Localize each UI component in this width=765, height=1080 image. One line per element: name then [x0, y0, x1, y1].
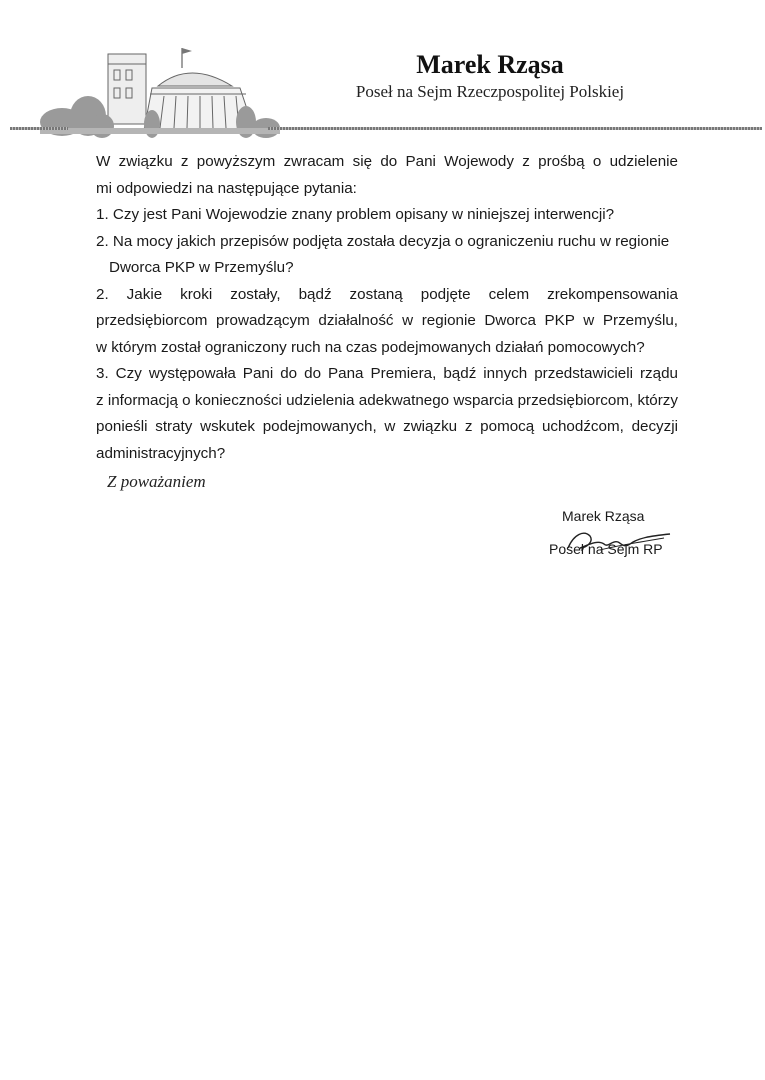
- signature-name: Marek Rząsa: [562, 508, 645, 524]
- question-item: 2. Na mocy jakich przepisów podjęta została decyzja o ograniczeniu ruchu w regionie: [96, 232, 670, 250]
- letter-body: [96, 149, 678, 467]
- question-continuation: w którym został ograniczony ruch na czas podejmowanych działań pomocowych?: [96, 338, 645, 356]
- question-continuation: z informacją o konieczności udzielenia adekwatnego wsparcia przedsiębiorcom, którzy: [96, 391, 678, 409]
- question-item: 3. Czy występowała Pani do do Pana Premiera, bądź innych przedstawicieli rządu: [96, 365, 678, 382]
- question-continuation: administracyjnych?: [96, 444, 226, 462]
- question-continuation: ponieśli straty wskutek podejmowanych, w związku z pomocą uchodźcom, decyzji: [96, 418, 678, 435]
- letterhead-rule-right: [268, 127, 762, 130]
- sejm-building-emblem: [40, 42, 280, 142]
- question-continuation: Dworca PKP w Przemyślu?: [109, 259, 294, 276]
- closing-salutation: Z poważaniem: [107, 472, 206, 491]
- letterhead-rule-left: [10, 127, 68, 130]
- question-item: 2. Jakie kroki zostały, bądź zostaną podjęte celem zrekompensowania: [96, 285, 678, 303]
- letterhead-name: Marek Rząsa: [416, 50, 564, 79]
- body-line: W związku z powyższym zwracam się do Pani Wojewody z prośbą o udzielenie: [96, 153, 678, 170]
- letterhead-title: Poseł na Sejm Rzeczpospolitej Polskiej: [355, 82, 625, 101]
- signature-role: Poseł na Sejm RP: [549, 541, 663, 557]
- question-continuation: przedsiębiorcom prowadzącym działalność w regionie Dworca PKP w Przemyślu,: [96, 312, 678, 329]
- body-line: mi odpowiedzi na następujące pytania:: [96, 179, 357, 197]
- question-item: 1. Czy jest Pani Wojewodzie znany problem opisany w niniejszej interwencji?: [96, 206, 615, 223]
